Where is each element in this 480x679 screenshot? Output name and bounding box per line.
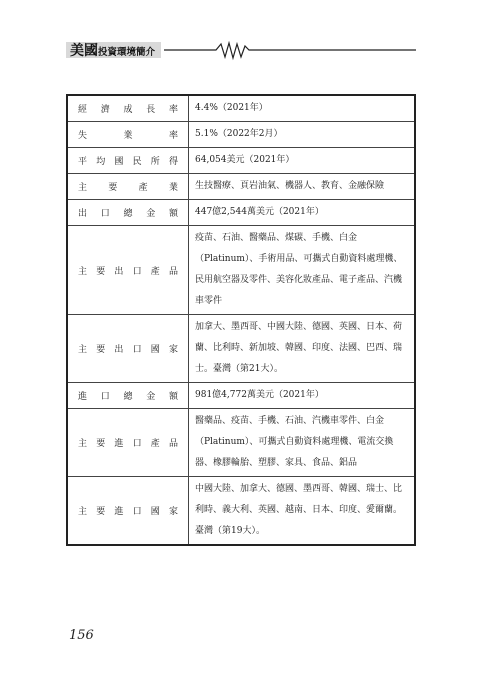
label-char: 口	[132, 266, 142, 277]
label-char: 主	[78, 439, 88, 449]
row-value: 加拿大、墨西哥、中國大陸、德國、英國、日本、荷蘭、比利時、新加坡、韓國、印度、法國、巴西、瑞士。臺灣（第21大）。	[189, 315, 416, 383]
row-label-text	[78, 504, 178, 517]
label-char: 口	[132, 439, 142, 449]
table-row	[67, 383, 415, 409]
row-label-text	[78, 154, 178, 167]
row-value: 生技醫療、頁岩油氣、機器人、教育、金融保險	[189, 174, 416, 200]
table-row	[67, 315, 415, 383]
row-label-text	[78, 128, 178, 141]
label-char: 口	[132, 507, 142, 517]
label-char: 產	[138, 183, 148, 193]
label-char: 主	[78, 266, 88, 277]
header-title-sub: 投資環境簡介	[98, 47, 156, 58]
label-char: 率	[168, 105, 178, 115]
row-label-text	[78, 180, 178, 193]
row-label-text	[78, 436, 178, 449]
label-char: 金	[146, 209, 156, 219]
row-label-text	[78, 206, 178, 219]
label-char: 主	[78, 345, 88, 355]
label-char: 產	[150, 266, 160, 277]
label-char: 要	[108, 183, 118, 193]
label-char: 進	[114, 439, 124, 449]
label-char: 要	[96, 507, 106, 517]
label-char: 產	[150, 439, 160, 449]
row-value: 醫藥品、疫苗、手機、石油、汽機車零件、白金（Platinum）、可攜式自動資料處理機、電流交換器、橡膠輪胎、塑膠、家具、食品、鋁品	[189, 409, 416, 477]
running-header	[66, 40, 416, 64]
row-label	[67, 148, 189, 174]
label-char: 額	[168, 209, 178, 219]
label-char: 要	[96, 439, 106, 449]
label-char: 進	[78, 392, 88, 402]
label-char: 濟	[100, 105, 110, 115]
fact-table	[66, 94, 416, 546]
label-char: 國	[150, 345, 160, 355]
label-char: 品	[168, 439, 178, 449]
table-row	[67, 409, 415, 477]
label-char: 成	[123, 105, 133, 115]
label-char: 家	[168, 507, 178, 517]
table-row	[67, 174, 415, 200]
label-char: 進	[114, 507, 124, 517]
row-value: 447億2,544萬美元（2021年）	[189, 200, 416, 226]
label-char: 均	[96, 157, 106, 167]
table-row	[67, 122, 415, 148]
label-char: 口	[132, 345, 142, 355]
row-label	[67, 122, 189, 148]
row-label	[67, 477, 189, 546]
label-char: 經	[78, 105, 88, 115]
table-row	[67, 200, 415, 226]
table-row	[67, 95, 415, 122]
header-title-main: 美國	[70, 43, 98, 59]
label-char: 要	[96, 266, 106, 277]
label-char: 品	[168, 266, 178, 277]
row-label-text	[78, 389, 178, 402]
header-title	[66, 42, 161, 58]
label-char: 口	[100, 209, 110, 219]
label-char: 國	[114, 157, 124, 167]
label-char: 長	[146, 105, 156, 115]
label-char: 總	[123, 209, 133, 219]
row-label	[67, 95, 189, 122]
label-char: 金	[146, 392, 156, 402]
label-char: 失	[78, 131, 88, 141]
label-char: 額	[168, 392, 178, 402]
label-char: 國	[150, 507, 160, 517]
label-char: 主	[78, 183, 88, 193]
page-number: 156	[69, 628, 94, 643]
label-char: 主	[78, 507, 88, 517]
row-label-text	[78, 102, 178, 115]
label-char: 出	[78, 209, 88, 219]
row-value: 64,054美元（2021年）	[189, 148, 416, 174]
label-char: 要	[96, 345, 106, 355]
row-value: 疫苗、石油、醫藥品、煤碳、手機、白金（Platinum）、手術用品、可攜式自動資料處理機、民用航空器及零件、美容化妝產品、電子產品、汽機車零件	[189, 226, 416, 315]
row-label-text	[78, 342, 178, 355]
label-char: 家	[168, 345, 178, 355]
row-value: 5.1%（2022年2月）	[189, 122, 416, 148]
label-char: 所	[150, 157, 160, 167]
row-value: 981億4,772萬美元（2021年）	[189, 383, 416, 409]
row-value: 4.4%（2021年）	[189, 95, 416, 122]
label-char: 出	[114, 345, 124, 355]
label-char: 業	[168, 183, 178, 193]
row-label	[67, 174, 189, 200]
row-label-text	[78, 264, 178, 277]
label-char: 業	[123, 131, 133, 141]
row-label	[67, 383, 189, 409]
table-row	[67, 226, 415, 315]
row-label	[67, 409, 189, 477]
label-char: 率	[168, 131, 178, 141]
label-char: 民	[132, 157, 142, 167]
label-char: 平	[78, 157, 88, 167]
label-char: 口	[100, 392, 110, 402]
row-label	[67, 315, 189, 383]
row-label	[67, 226, 189, 315]
row-value: 中國大陸、加拿大、德國、墨西哥、韓國、瑞士、比利時、義大利、英國、越南、日本、印度、愛爾蘭。臺灣（第19大）。	[189, 477, 416, 546]
label-char: 得	[168, 157, 178, 167]
table-row	[67, 477, 415, 546]
table-row	[67, 148, 415, 174]
label-char: 出	[114, 266, 124, 277]
row-label	[67, 200, 189, 226]
label-char: 總	[123, 392, 133, 402]
